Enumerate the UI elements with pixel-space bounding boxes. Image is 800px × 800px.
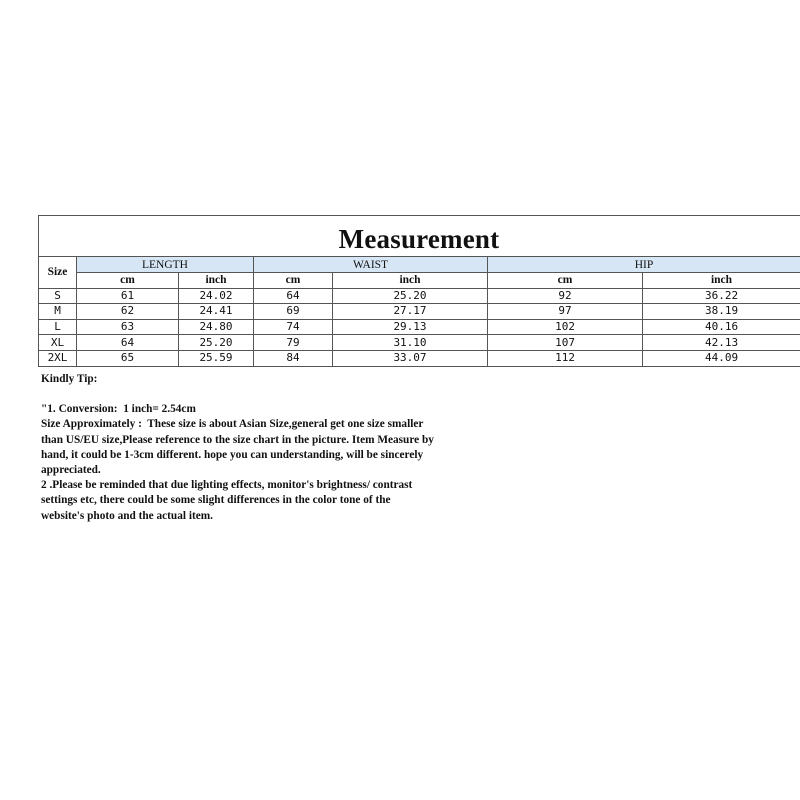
unit-header: inch (643, 273, 800, 289)
size-cell: L (39, 319, 77, 335)
notes-heading: Kindly Tip: (41, 373, 98, 385)
group-header-row (39, 257, 800, 273)
size-cell: XL (39, 335, 77, 351)
length-inch-cell: 24.02 (179, 288, 254, 304)
waist-inch-cell: 33.07 (333, 350, 488, 366)
unit-header: cm (488, 273, 643, 289)
measurement-table (38, 256, 800, 367)
unit-header: inch (333, 273, 488, 289)
waist-inch-cell: 31.10 (333, 335, 488, 351)
note-line: Size Approximately : These size is about Asian Size,general get one size smaller (41, 418, 424, 431)
length-cm-cell: 61 (77, 288, 179, 304)
kindly-tip-notes (41, 372, 541, 524)
hip-cm-cell: 92 (488, 288, 643, 304)
size-cell: 2XL (39, 350, 77, 366)
waist-cm-cell: 64 (254, 288, 333, 304)
unit-header: cm (254, 273, 333, 289)
size-cell: M (39, 304, 77, 320)
hip-inch-cell: 38.19 (643, 304, 800, 320)
hip-inch-cell: 36.22 (643, 288, 800, 304)
length-inch-cell: 25.20 (179, 335, 254, 351)
group-waist: WAIST (254, 257, 488, 273)
waist-inch-cell: 27.17 (333, 304, 488, 320)
note-line: 2 .Please be reminded that due lighting effects, monitor's brightness/ contrast (41, 479, 413, 492)
length-cm-cell: 64 (77, 335, 179, 351)
note-line: "1. Conversion: 1 inch= 2.54cm (41, 403, 196, 416)
page-title: Measurement (338, 224, 500, 254)
unit-header: cm (77, 273, 179, 289)
hip-cm-cell: 102 (488, 319, 643, 335)
waist-inch-cell: 25.20 (333, 288, 488, 304)
hip-cm-cell: 112 (488, 350, 643, 366)
hip-inch-cell: 42.13 (643, 335, 800, 351)
hip-inch-cell: 44.09 (643, 350, 800, 366)
length-inch-cell: 24.80 (179, 319, 254, 335)
size-cell: S (39, 288, 77, 304)
group-hip: HIP (488, 257, 800, 273)
table-row (39, 335, 800, 351)
note-line: hand, it could be 1-3cm different. hope you can understanding, will be sincerely (41, 448, 424, 461)
group-length: LENGTH (77, 257, 254, 273)
waist-cm-cell: 79 (254, 335, 333, 351)
hip-cm-cell: 97 (488, 304, 643, 320)
unit-header-row (39, 273, 800, 289)
length-cm-cell: 63 (77, 319, 179, 335)
unit-header: inch (179, 273, 254, 289)
note-line: settings etc, there could be some slight differences in the color tone of the (41, 494, 391, 507)
length-inch-cell: 25.59 (179, 350, 254, 366)
table-row (39, 319, 800, 335)
hip-inch-cell: 40.16 (643, 319, 800, 335)
table-row (39, 288, 800, 304)
length-inch-cell: 24.41 (179, 304, 254, 320)
waist-cm-cell: 69 (254, 304, 333, 320)
waist-cm-cell: 84 (254, 350, 333, 366)
note-line: website's photo and the actual item. (41, 509, 213, 522)
length-cm-cell: 62 (77, 304, 179, 320)
waist-cm-cell: 74 (254, 319, 333, 335)
waist-inch-cell: 29.13 (333, 319, 488, 335)
length-cm-cell: 65 (77, 350, 179, 366)
table-row (39, 304, 800, 320)
size-header: Size (39, 257, 77, 289)
table-row (39, 350, 800, 366)
note-line: appreciated. (41, 464, 101, 477)
note-line: than US/EU size,Please reference to the size chart in the picture. Item Measure by (41, 433, 434, 446)
hip-cm-cell: 107 (488, 335, 643, 351)
